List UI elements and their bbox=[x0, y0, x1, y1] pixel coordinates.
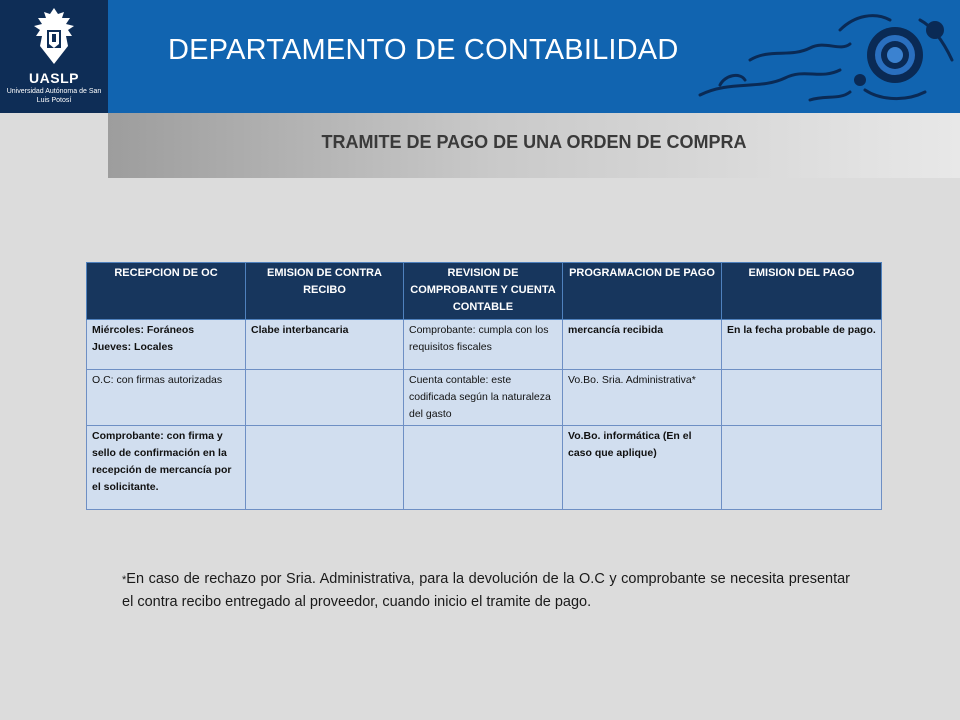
decorative-ornament-icon bbox=[690, 0, 960, 113]
header-emision-pago: EMISION DEL PAGO bbox=[722, 263, 882, 320]
table-cell: Comprobante: cumpla con los requisitos fiscales bbox=[404, 320, 563, 370]
table-cell: En la fecha probable de pago. bbox=[722, 320, 882, 370]
table-cell: Vo.Bo. Sria. Administrativa* bbox=[563, 370, 722, 426]
header-emision-contra-recibo: EMISION DE CONTRA RECIBO bbox=[246, 263, 404, 320]
logo-text: UASLP bbox=[29, 70, 79, 86]
university-logo[interactable] bbox=[0, 0, 108, 113]
table-cell: O.C: con firmas autorizadas bbox=[87, 370, 246, 426]
crest-icon bbox=[28, 6, 80, 68]
footnote-text: En caso de rechazo por Sria. Administrativa, para la devolución de la O.C y comprobante se necesita presentar el contra recibo entregado al proveedor, cuando inicio el tramite de pago. bbox=[122, 571, 850, 610]
table-cell bbox=[404, 426, 563, 510]
header-recepcion-oc: RECEPCION DE OC bbox=[87, 263, 246, 320]
table-cell: Comprobante: con firma y sello de confirmación en la recepción de mercancía por el solicitante. bbox=[87, 426, 246, 510]
logo-subtitle: Universidad Autónoma de San Luis Potosí bbox=[6, 88, 102, 104]
table-cell bbox=[722, 426, 882, 510]
header-band bbox=[0, 0, 960, 113]
table-cell bbox=[246, 370, 404, 426]
table-cell: Clabe interbancaria bbox=[246, 320, 404, 370]
process-table bbox=[86, 262, 882, 510]
table-row bbox=[87, 426, 882, 510]
footnote bbox=[122, 568, 850, 613]
table-cell bbox=[722, 370, 882, 426]
table-row bbox=[87, 370, 882, 426]
table-cell: Vo.Bo. informática (En el caso que aplique) bbox=[563, 426, 722, 510]
page-title: DEPARTAMENTO DE CONTABILIDAD bbox=[168, 34, 679, 66]
footnote-marker: * bbox=[122, 574, 127, 586]
subtitle-band bbox=[108, 113, 960, 178]
header-revision-comprobante: REVISION DE COMPROBANTE Y CUENTA CONTABLE bbox=[404, 263, 563, 320]
table-cell bbox=[246, 426, 404, 510]
table-cell: Miércoles: Foráneos Jueves: Locales bbox=[87, 320, 246, 370]
header-programacion-pago: PROGRAMACION DE PAGO bbox=[563, 263, 722, 320]
table-cell: mercancía recibida bbox=[563, 320, 722, 370]
table-cell: Cuenta contable: este codificada según la naturaleza del gasto bbox=[404, 370, 563, 426]
table-header-row bbox=[87, 263, 882, 320]
table-row bbox=[87, 320, 882, 370]
section-subtitle: TRAMITE DE PAGO DE UNA ORDEN DE COMPRA bbox=[321, 132, 747, 152]
